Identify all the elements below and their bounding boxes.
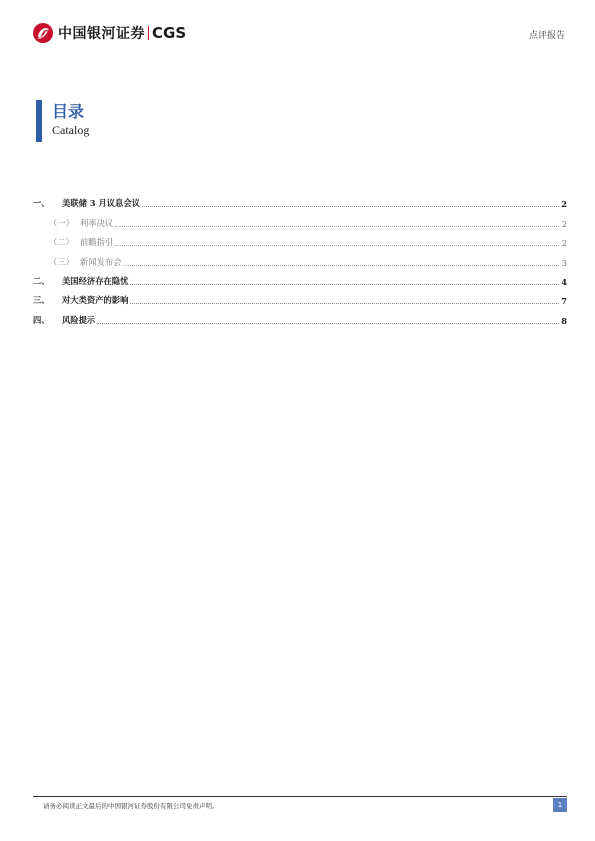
toc-entry-label: 前瞻指引 xyxy=(80,237,114,248)
toc-entry-number: 一、 xyxy=(33,198,50,209)
report-type-label: 点评报告 xyxy=(528,31,565,41)
company-logo xyxy=(32,22,186,44)
title-accent-bar xyxy=(36,100,42,142)
toc-entry[interactable] xyxy=(33,268,567,287)
brand-name-en: CGS xyxy=(152,24,187,42)
toc-dot-leader xyxy=(115,244,559,246)
toc-entry-number: 三、 xyxy=(33,295,50,306)
toc-entry[interactable] xyxy=(33,306,567,325)
toc-entry-number: 四、 xyxy=(33,314,50,325)
toc-entry-label: 美国经济存在隐忧 xyxy=(62,275,129,286)
logo-divider xyxy=(148,26,149,40)
table-of-contents xyxy=(33,190,567,326)
toc-entry-page: 8 xyxy=(561,315,567,326)
toc-entry-label: 新闻发布会 xyxy=(80,256,122,267)
toc-entry-label: 风险提示 xyxy=(62,314,96,325)
toc-entry-label: 利率决议 xyxy=(80,217,114,228)
toc-entry-number: （二） xyxy=(49,237,74,248)
page-header xyxy=(0,0,595,50)
toc-entry[interactable] xyxy=(33,190,567,209)
toc-dot-leader xyxy=(130,302,559,304)
toc-entry-page: 3 xyxy=(561,257,567,268)
toc-entry-number: 二、 xyxy=(33,275,50,286)
footer-divider xyxy=(33,796,567,797)
toc-subentry[interactable] xyxy=(33,209,567,228)
toc-entry-page: 4 xyxy=(561,276,567,287)
cgs-logo-icon xyxy=(32,22,54,44)
toc-subentry[interactable] xyxy=(33,248,567,267)
toc-entry-label: 美联储 3 月议息会议 xyxy=(62,198,140,209)
toc-entry-page: 7 xyxy=(561,296,567,307)
toc-entry-page: 2 xyxy=(561,238,567,249)
toc-entry-number: （三） xyxy=(49,256,74,267)
brand-name-cn: 中国银河证券 xyxy=(58,26,145,42)
footer-disclaimer: 请务必阅读正文最后的中国银河证券股份有限公司免责声明。 xyxy=(43,802,219,810)
toc-subentry[interactable] xyxy=(33,229,567,248)
catalog-title-en: Catalog xyxy=(52,123,90,137)
page-number-badge: 1 xyxy=(553,798,567,812)
catalog-title-cn: 目录 xyxy=(52,102,85,121)
toc-entry[interactable] xyxy=(33,287,567,306)
toc-entry-page: 2 xyxy=(561,199,567,210)
toc-dot-leader xyxy=(97,322,559,324)
toc-dot-leader xyxy=(142,205,559,207)
toc-dot-leader xyxy=(115,225,559,227)
toc-entry-page: 2 xyxy=(561,218,567,229)
toc-entry-label: 对大类资产的影响 xyxy=(62,295,129,306)
toc-dot-leader xyxy=(124,264,560,266)
toc-entry-number: （一） xyxy=(49,217,74,228)
toc-dot-leader xyxy=(130,283,559,285)
